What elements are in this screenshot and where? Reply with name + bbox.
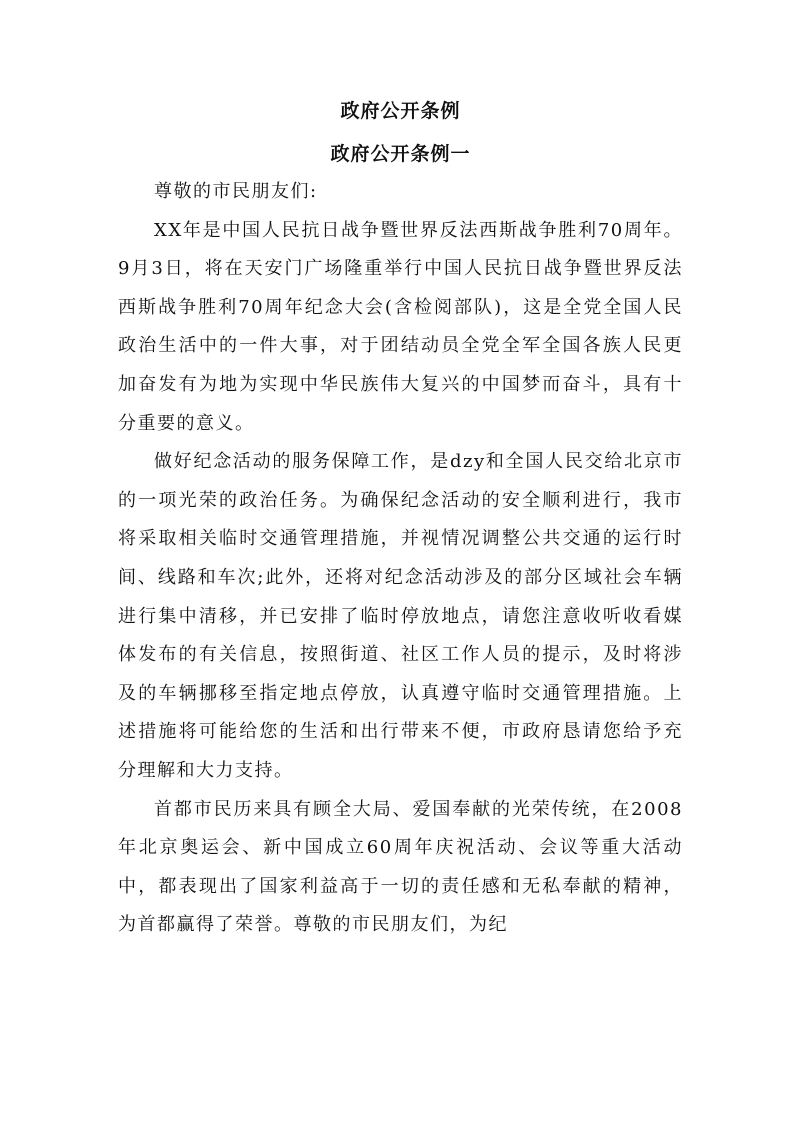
salutation: 尊敬的市民朋友们: bbox=[154, 181, 318, 202]
document-title: 政府公开条例 bbox=[340, 100, 461, 122]
paragraph-2: 做好纪念活动的服务保障工作，是dzy和全国人民交给北京市的一项光荣的政治任务。为确保纪念活动的安全顺利进行，我市将采取相关临时交通管理措施，并视情况调整公共交通的运行时间、线路和车次;此外，还将对纪念活动涉及的部分区域社会车辆进行集中清移，并已安排了临时停放地点，请您注意收听收看媒体发布的有关信息，按照街道、社区工作人员的提示，及时将涉及的车辆挪移至指定地点停放，认真遵守临时交通管理措施。上述措施将可能给您的生活和出行带来不便，市政府恳请您给予充分理解和大力支持。 bbox=[118, 451, 683, 781]
paragraph-1: XX年是中国人民抗日战争暨世界反法西斯战争胜利70周年。9月3日，将在天安门广场隆重举行中国人民抗日战争暨世界反法西斯战争胜利70周年纪念大会(含检阅部队)，这是全党全国人民政治生活中的一件大事，对于团结动员全党全军全国各族人民更加奋发有为地为实现中华民族伟大复兴的中国梦而奋斗，具有十分重要的意义。 bbox=[118, 219, 683, 434]
document-page bbox=[118, 92, 683, 945]
paragraph-3: 首都市民历来具有顾全大局、爱国奉献的光荣传统，在2008年北京奥运会、新中国成立60周年庆祝活动、会议等重大活动中，都表现出了国家利益高于一切的责任感和无私奉献的精神，为首都赢得了荣誉。尊敬的市民朋友们，为纪 bbox=[118, 798, 683, 936]
document-subtitle: 政府公开条例一 bbox=[330, 143, 471, 165]
